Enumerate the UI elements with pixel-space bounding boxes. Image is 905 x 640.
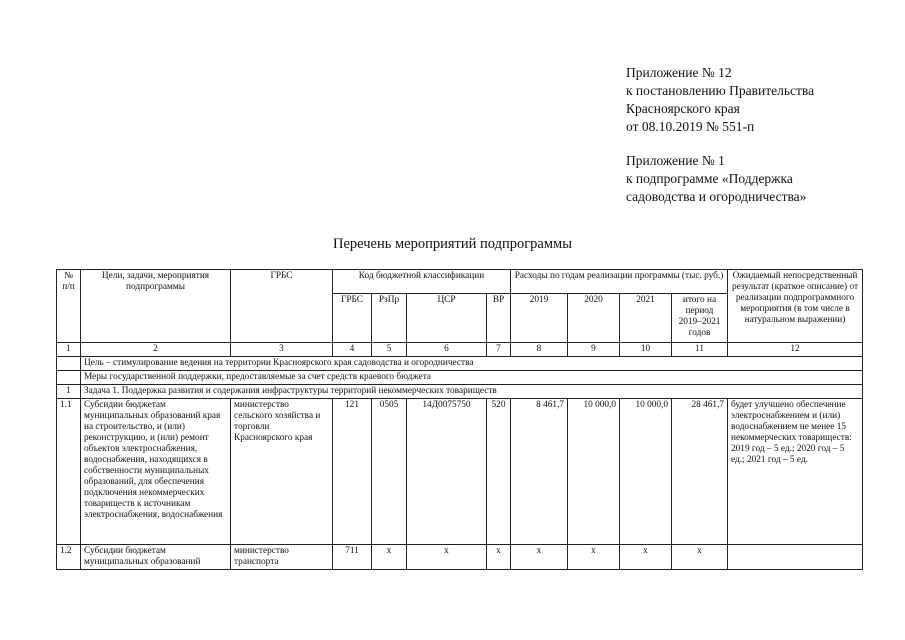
task-text: Задача 1. Поддержка развития и содержания инфраструктуры территорий некоммерческих товариществ [81, 385, 863, 399]
goal-text: Цель – стимулирование ведения на территории Красноярского края садоводства и огородничества [81, 357, 863, 371]
appendix-12-line: Красноярского края [626, 101, 740, 116]
column-number: 6 [407, 343, 487, 357]
row-num: 1.1 [57, 399, 81, 545]
appendix-12-line: к постановлению Правительства [626, 83, 815, 98]
header-budget-code: Код бюджетной классификации [333, 270, 511, 294]
row-vr: x [487, 545, 511, 570]
header-total: итого на период 2019–2021 годов [672, 294, 728, 343]
column-number: 1 [57, 343, 81, 357]
header-2020: 2020 [568, 294, 620, 343]
row-grbs-name: министерство сельского хозяйства и торговли Красноярского края [231, 399, 333, 545]
task-row [57, 385, 863, 399]
measures-row [57, 371, 863, 385]
header-2021: 2021 [620, 294, 672, 343]
appendix-12-header [626, 64, 886, 136]
column-number: 8 [511, 343, 568, 357]
header-num: № п/п [57, 270, 81, 343]
row-total: x [672, 545, 728, 570]
row-grbs-code: 711 [333, 545, 372, 570]
header-2019: 2019 [511, 294, 568, 343]
appendix-1-header [626, 152, 886, 206]
row-csr: x [407, 545, 487, 570]
column-number: 9 [568, 343, 620, 357]
row-2021: x [620, 545, 672, 570]
row-num: 1.2 [57, 545, 81, 570]
document-title: Перечень мероприятий подпрограммы [333, 236, 572, 252]
row-2019: 8 461,7 [511, 399, 568, 545]
column-number: 4 [333, 343, 372, 357]
row-2021: 10 000,0 [620, 399, 672, 545]
row-total: 28 461,7 [672, 399, 728, 545]
goal-row [57, 357, 863, 371]
row-result [728, 545, 863, 570]
row-activity: Субсидии бюджетам муниципальных образований [81, 545, 231, 570]
measures-text: Меры государственной поддержки, предоставляемые за счет средств краевого бюджета [81, 371, 863, 385]
header-goals: Цели, задачи, мероприятия подпрограммы [81, 270, 231, 343]
activities-table [56, 269, 863, 570]
header-result: Ожидаемый непосредственный результат (краткое описание) от реализации подпрограммного мероприятия (в том числе в натуральном выражении) [728, 270, 863, 343]
row-vr: 520 [487, 399, 511, 545]
appendix-12-line: Приложение № 12 [626, 65, 732, 80]
column-numbers-row [57, 343, 863, 357]
table-row [57, 399, 863, 545]
column-number: 10 [620, 343, 672, 357]
task-num: 1 [57, 385, 81, 399]
column-number: 2 [81, 343, 231, 357]
header-grbs: ГРБС [231, 270, 333, 343]
column-number: 5 [372, 343, 407, 357]
header-code-rzpr: РзПр [372, 294, 407, 343]
appendix-1-line: Приложение № 1 [626, 153, 725, 168]
table-row [57, 545, 863, 570]
row-rzpr: 0505 [372, 399, 407, 545]
appendix-12-line: от 08.10.2019 № 551-п [626, 119, 755, 134]
column-number: 3 [231, 343, 333, 357]
row-2019: x [511, 545, 568, 570]
appendix-1-line: садоводства и огородничества» [626, 189, 807, 204]
appendix-1-line: к подпрограмме «Поддержка [626, 171, 793, 186]
row-rzpr: x [372, 545, 407, 570]
row-2020: x [568, 545, 620, 570]
row-grbs-name: министерство транспорта [231, 545, 333, 570]
header-code-vr: ВР [487, 294, 511, 343]
row-csr: 14Д0075750 [407, 399, 487, 545]
row-activity: Субсидии бюджетам муниципальных образований края на строительство, и (или) реконструкцию, и (или) ремонт объектов электроснабжения, водоснабжения, находящихся в собственности муниципальных образований, для обеспечения подключения некоммерческих товариществ к источникам электроснабжения, водоснабжения [81, 399, 231, 545]
header-expenses: Расходы по годам реализации программы (тыс. руб.) [511, 270, 728, 294]
column-number: 7 [487, 343, 511, 357]
column-number: 12 [728, 343, 863, 357]
column-number: 11 [672, 343, 728, 357]
header-code-grbs: ГРБС [333, 294, 372, 343]
header-code-csr: ЦСР [407, 294, 487, 343]
row-result: будет улучшено обеспечение электроснабжением и (или) водоснабжением не менее 15 некоммерческих товариществ: 2019 год – 5 ед.; 2020 год – 5 ед.; 2021 год – 5 ед. [728, 399, 863, 545]
row-grbs-code: 121 [333, 399, 372, 545]
row-2020: 10 000,0 [568, 399, 620, 545]
